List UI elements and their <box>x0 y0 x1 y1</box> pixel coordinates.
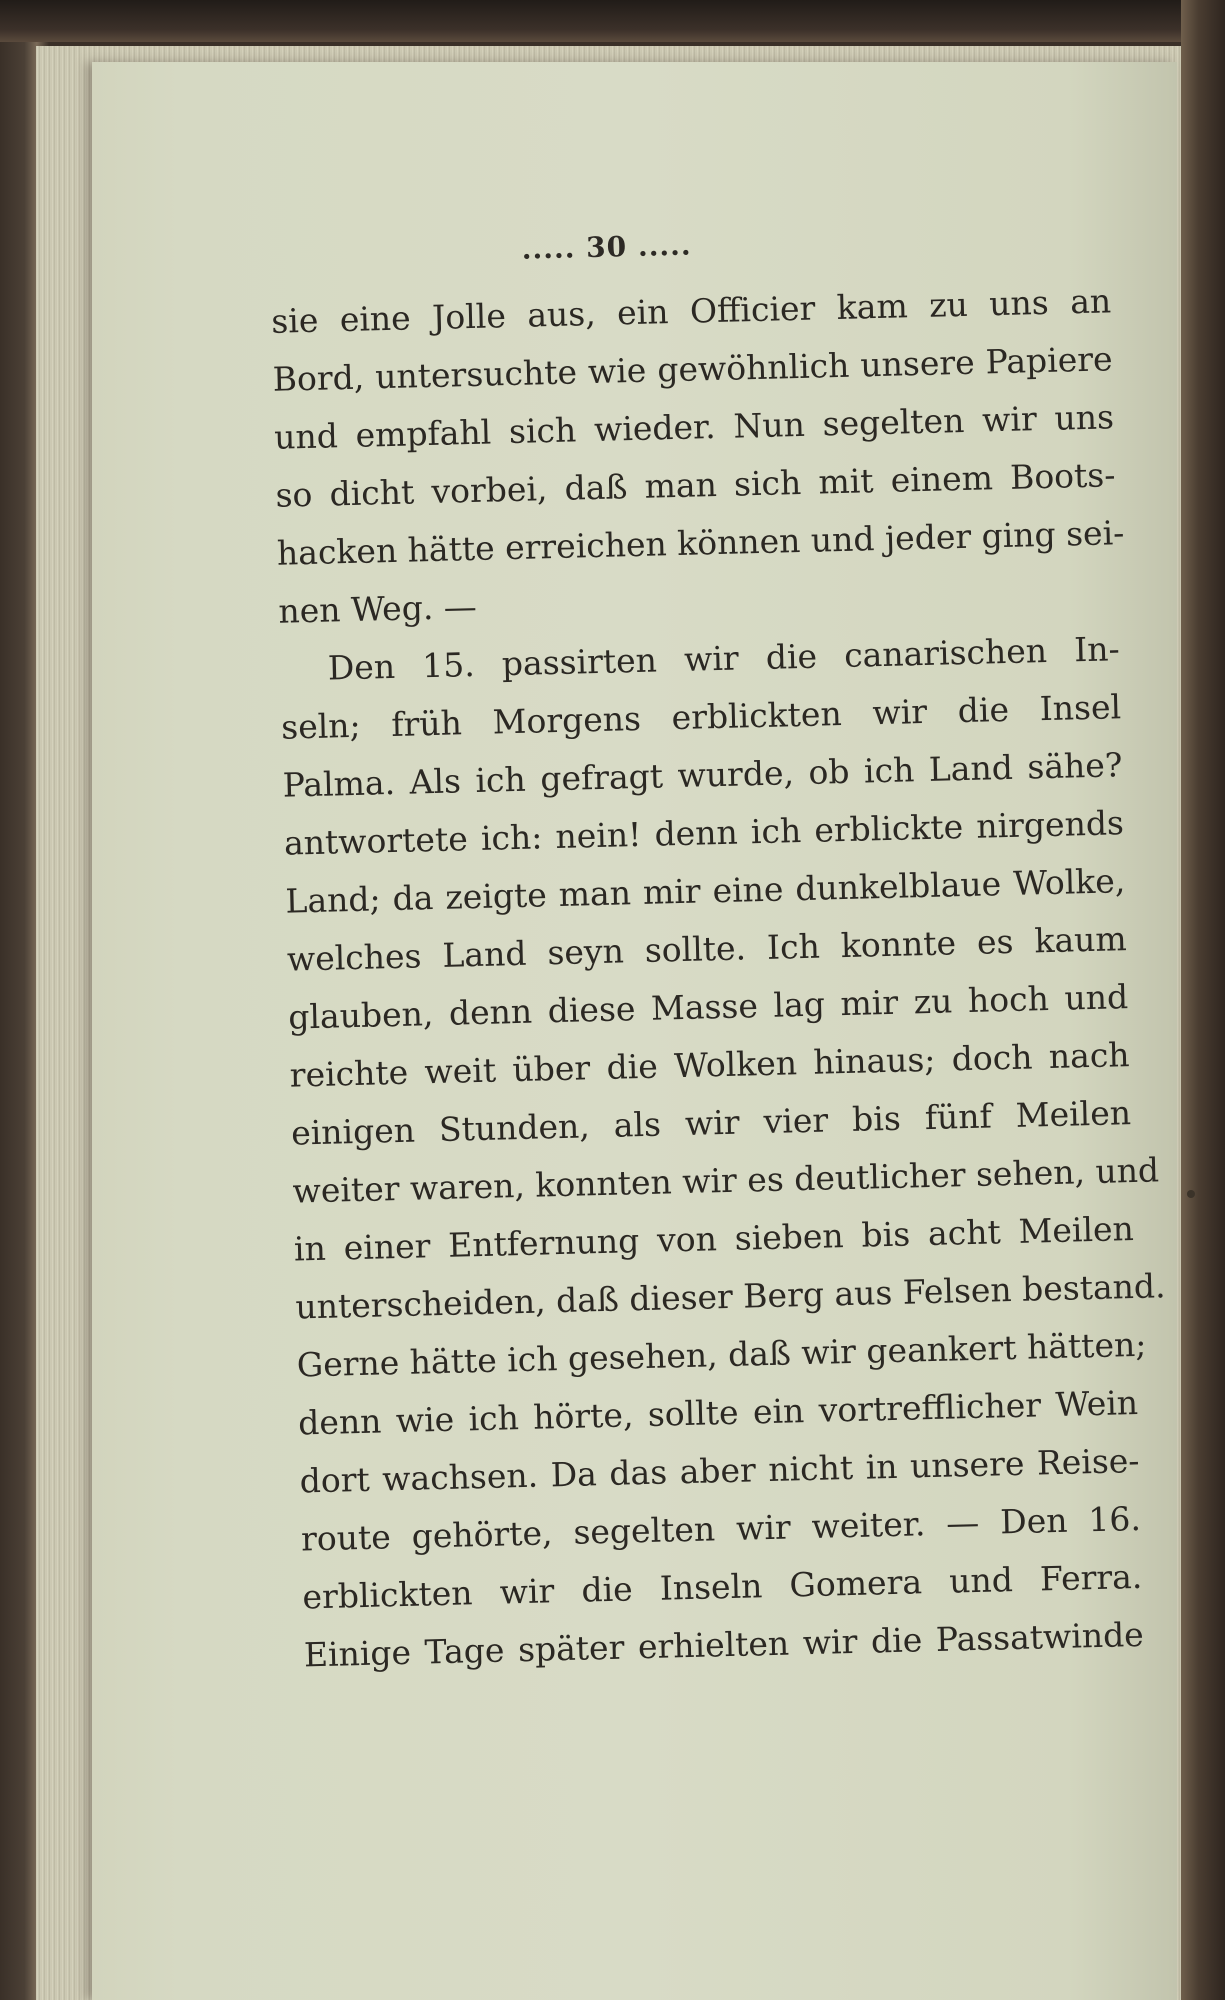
text-line: dort wachsen. Da das aber nicht in unsere Reise- <box>299 1440 1140 1501</box>
book-cover-top-edge <box>0 0 1225 42</box>
text-line: Land; da zeigte man mir eine dunkelblaue Wolke, <box>285 861 1126 921</box>
book-page <box>92 62 1177 2000</box>
text-line: antwortete ich: nein! denn ich erblickte nirgends <box>283 803 1125 863</box>
text-line: und empfahl sich wieder. Nun segelten wir uns <box>273 397 1115 457</box>
text-line: reichte weit über die Wolken hinaus; doch nach <box>289 1035 1130 1095</box>
text-line: Einige Tage später erhielten wir die Passatwinde <box>303 1614 1145 1675</box>
text-line: hacken hätte erreichen können und jeder ging sei- <box>276 513 1125 573</box>
text-line: Gerne hätte ich gesehen, daß wir geankert hätten; <box>296 1324 1147 1385</box>
text-line: unterscheiden, daß dieser Berg aus Felsen bestand. <box>294 1266 1166 1327</box>
text-line: denn wie ich hörte, sollte ein vortrefflicher Wein <box>297 1382 1139 1443</box>
text-line: welches Land seyn sollte. Ich konnte es kaum <box>286 919 1128 979</box>
text-line: weiter waren, konnten wir es deutlicher sehen, und <box>292 1150 1160 1211</box>
text-line: nen Weg. — <box>277 586 478 631</box>
text-line: seln; früh Morgens erblickten wir die Insel <box>280 687 1122 747</box>
text-line: in einer Entfernung von sieben bis acht Meilen <box>293 1209 1135 1269</box>
ink-spot <box>1187 1190 1195 1198</box>
text-line: route gehörte, segelten wir weiter. — Den 16. <box>300 1498 1142 1559</box>
body-text <box>270 272 1166 1684</box>
text-line: so dicht vorbei, daß man sich mit einem Boots- <box>275 455 1116 515</box>
text-line: Bord, untersuchte wie gewöhnlich unsere Papiere <box>272 339 1113 399</box>
text-line: Palma. Als ich gefragt wurde, ob ich Land sähe? <box>282 745 1123 805</box>
page-content <box>87 49 1219 2000</box>
text-line: einigen Stunden, als wir vier bis fünf Meilen <box>290 1093 1132 1153</box>
text-line: erblickten wir die Inseln Gomera und Ferra. <box>302 1556 1143 1617</box>
text-line: glauben, denn diese Masse lag mir zu hoch und <box>287 977 1129 1037</box>
text-line: sie eine Jolle aus, ein Officier kam zu uns an <box>270 281 1112 341</box>
page-number: ..... 30 ..... <box>521 228 692 266</box>
text-line: Den 15. passirten wir die canarischen In- <box>327 629 1121 688</box>
